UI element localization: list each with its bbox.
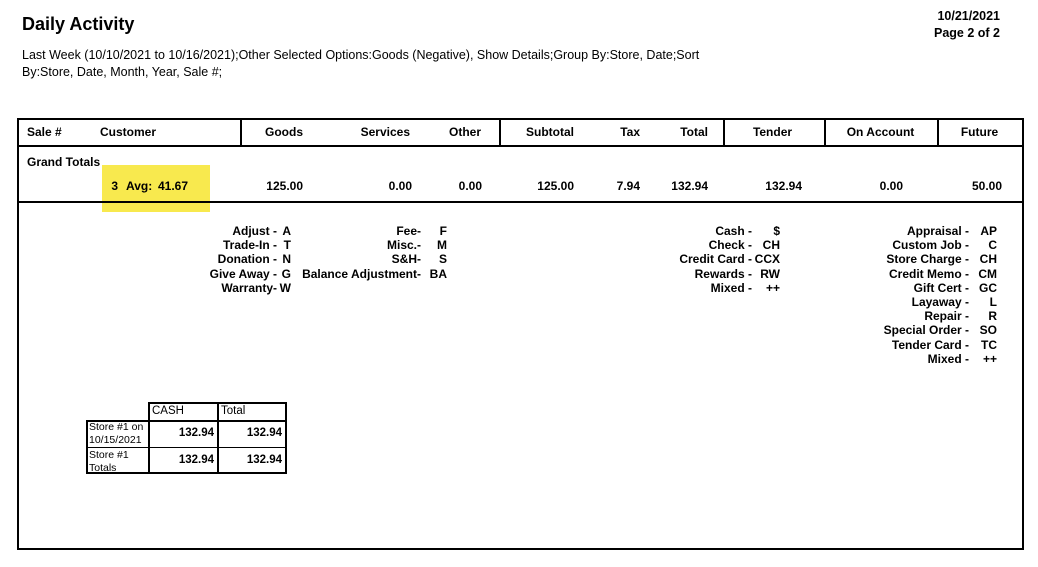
legend-item-code: ++ [765, 280, 780, 295]
grand-totals-avg-value: 41.67 [158, 179, 189, 193]
summary-cash-value: 132.94 [178, 454, 214, 466]
legend-item-name: Tender Card - [891, 337, 969, 352]
report-filter-summary [22, 47, 699, 81]
legend-item [240, 238, 447, 252]
legend-item-code: TC [981, 337, 997, 352]
legend-item [600, 224, 780, 238]
summary-total-value: 132.94 [246, 427, 282, 439]
legend-item-name: Donation - [217, 252, 277, 267]
legend-item [820, 267, 997, 281]
legend-item-name: S&H- [391, 252, 421, 267]
legend-item-code: F [439, 224, 447, 238]
legend-item-name: Misc.- [386, 238, 421, 253]
legend-item-name: Balance Adjustment- [302, 266, 421, 281]
grand-totals-tender: 132.94 [765, 179, 802, 193]
legend-item-name: Store Charge - [886, 252, 969, 267]
grand-totals-on-account: 0.00 [879, 179, 903, 193]
legend-item-name: Special Order - [883, 323, 969, 338]
legend-item-code: CCX [754, 252, 780, 267]
legend-item [600, 281, 780, 295]
print-date: 10/21/2021 [937, 9, 1000, 23]
summary-row-label [89, 421, 143, 447]
legend-item-name: Custom Job - [892, 238, 969, 253]
summary-row-label-line2: 10/15/2021 [89, 434, 142, 446]
legend-item-name: Credit Memo - [888, 266, 969, 281]
legend-item-code: R [988, 309, 997, 324]
legend-item-name: Credit Card - [679, 252, 752, 267]
grand-totals-subtotal: 125.00 [537, 179, 574, 193]
col-header-total: Total [680, 125, 708, 139]
legend-item-code: ++ [982, 351, 997, 366]
legend-item-code: AP [980, 224, 997, 238]
grand-totals-other: 0.00 [458, 179, 482, 193]
legend-item-name: Mixed - [710, 280, 752, 295]
legend-item-code: C [988, 238, 997, 253]
legend-item-name: Check - [708, 238, 752, 253]
legend-item-code: CH [762, 238, 780, 253]
legend-item-code: GC [979, 280, 997, 295]
col-header-services: Services [360, 125, 410, 139]
legend-item-code: CH [979, 252, 997, 267]
legend-item-name: Layaway - [911, 294, 969, 309]
legend-item-name: Mixed - [927, 351, 969, 366]
legend-item-code: A [282, 224, 291, 238]
col-header-on-account: On Account [846, 125, 915, 139]
legend-item-code: $ [773, 224, 780, 238]
summary-col-header-total: Total [221, 405, 246, 417]
legend-item-name: Fee- [396, 224, 421, 238]
legend-item [240, 267, 447, 281]
legend-item [820, 224, 997, 238]
legend-charge-types [240, 224, 447, 281]
grand-totals-tax: 7.94 [616, 179, 640, 193]
summary-cash-value: 132.94 [178, 427, 214, 439]
legend-item-code: L [989, 294, 997, 309]
legend-item [820, 252, 997, 266]
summary-row-label-line1: Store #1 on [89, 421, 144, 433]
legend-item [600, 238, 780, 252]
legend-item [820, 309, 997, 323]
col-header-goods: Goods [265, 125, 303, 139]
summary-row-label-line1: Store #1 [89, 449, 129, 461]
grand-totals-services: 0.00 [388, 179, 412, 193]
legend-item [820, 238, 997, 252]
col-header-sale-no: Sale # [27, 125, 62, 139]
grand-totals-sale-count: 3 [111, 179, 118, 193]
legend-item-code: W [279, 280, 291, 295]
grand-totals-label: Grand Totals [27, 155, 101, 169]
legend-item-name: Adjust - [232, 224, 277, 238]
legend-item [820, 338, 997, 352]
legend-item-name: Gift Cert - [913, 280, 969, 295]
legend-item [820, 323, 997, 337]
legend-item-code: SO [979, 323, 997, 338]
col-header-tender: Tender [752, 125, 793, 139]
page-number: Page 2 of 2 [934, 26, 1000, 40]
legend-item-name: Give Away - [209, 266, 277, 281]
legend-item-code: G [281, 266, 291, 281]
legend-item-code: S [438, 252, 447, 267]
grand-totals-total: 132.94 [671, 179, 708, 193]
legend-item-name: Warranty- [221, 280, 277, 295]
legend-item-code: N [282, 252, 291, 267]
legend-item-name: Cash - [715, 224, 752, 238]
avg-highlight [102, 165, 210, 212]
col-header-subtotal: Subtotal [526, 125, 574, 139]
legend-item-name: Appraisal - [906, 224, 969, 238]
summary-col-header-cash: CASH [152, 405, 184, 417]
grand-totals-avg-label: Avg: [126, 179, 153, 193]
summary-row-label [89, 449, 129, 475]
legend-item-code: M [437, 238, 447, 253]
print-info [934, 8, 1000, 42]
legend-item [240, 252, 447, 266]
page-title: Daily Activity [22, 14, 135, 34]
legend-item [120, 281, 291, 295]
legend-item-code: T [283, 238, 291, 253]
grand-totals-goods: 125.00 [266, 179, 303, 193]
legend-item-name: Rewards - [694, 266, 752, 281]
col-header-future: Future [960, 125, 999, 139]
grand-totals-future: 50.00 [971, 179, 1002, 193]
legend-tender-types [600, 224, 780, 295]
legend-item-code: CM [978, 266, 997, 281]
legend-item [240, 224, 447, 238]
legend-item [820, 352, 997, 366]
col-header-tax: Tax [620, 125, 640, 139]
legend-item [600, 252, 780, 266]
legend-item [820, 295, 997, 309]
legend-item-code: BA [429, 266, 447, 281]
legend-item-code: RW [760, 266, 780, 281]
legend-item [600, 267, 780, 281]
summary-table-column-divider [217, 402, 219, 474]
legend-item-name: Repair - [924, 309, 969, 324]
filter-line-2: By:Store, Date, Month, Year, Sale #; [22, 65, 223, 79]
legend-sale-categories [820, 224, 997, 366]
legend-item [820, 281, 997, 295]
filter-line-1: Last Week (10/10/2021 to 10/16/2021);Other Selected Options:Goods (Negative), Show Details;Group By:Store, Date;Sort [22, 48, 700, 62]
col-header-other: Other [448, 125, 481, 139]
summary-total-value: 132.94 [246, 454, 282, 466]
summary-table-row-divider [86, 447, 287, 448]
legend-item-name: Trade-In - [222, 238, 277, 253]
summary-row-label-line2: Totals [89, 462, 117, 474]
header-row-divider [17, 145, 1024, 147]
col-header-customer: Customer [100, 125, 157, 139]
grand-totals-divider [17, 201, 1024, 203]
